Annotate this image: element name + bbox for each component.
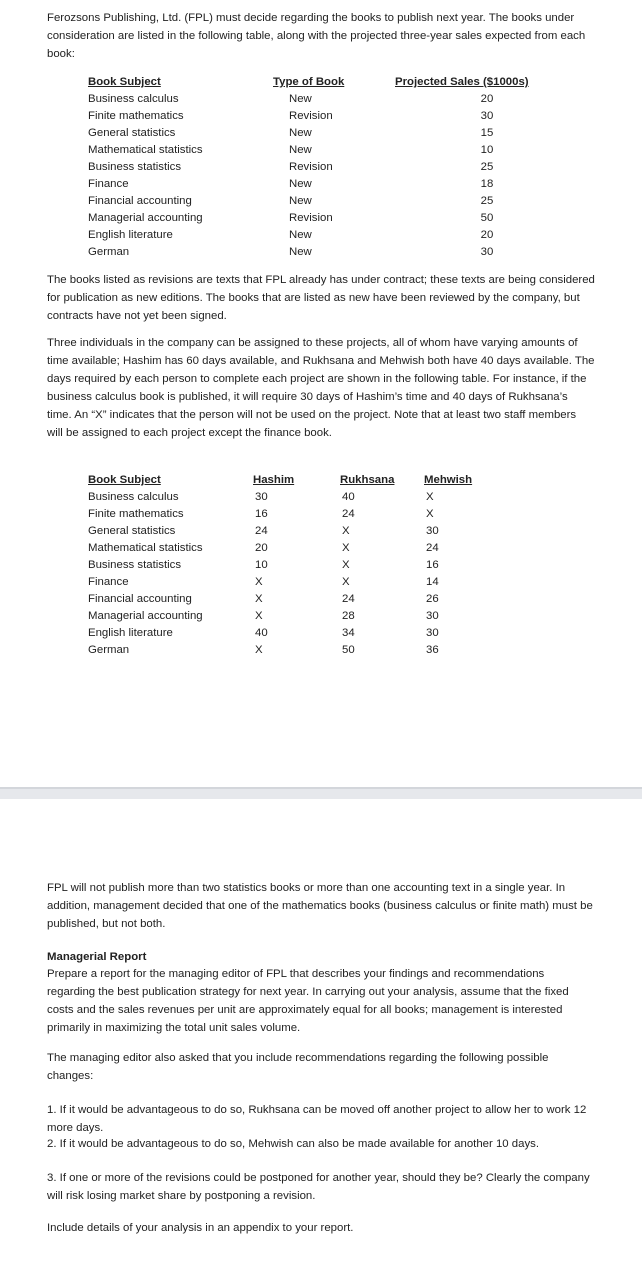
column-header-hashim: Hashim <box>253 474 295 486</box>
mehwish-days-cell: X <box>426 508 434 520</box>
book-subject-cell: Business statistics <box>88 161 182 173</box>
projected-sales-table <box>88 74 545 261</box>
recommendation-item-3: 3. If one or more of the revisions could be postponed for another year, should they be? Clearly the company will risk losing market share by postponing a revision. <box>47 1172 590 1202</box>
table-row <box>88 625 506 642</box>
book-subject-cell: Business statistics <box>88 559 182 571</box>
book-subject-cell: Business calculus <box>88 93 179 105</box>
rukhsana-days-cell: X <box>342 576 350 588</box>
constraints-paragraph: FPL will not publish more than two statistics books or more than one accounting text in a single year. In addition, management decided that one of the mathematics books (business calculus or finite math) must be published, but not both. <box>47 882 593 930</box>
projected-sales-cell <box>395 227 545 244</box>
table-header-row <box>88 472 506 489</box>
days-required-table <box>88 472 506 659</box>
book-subject-cell: Financial accounting <box>88 593 192 605</box>
projected-sales-value: 20 <box>480 93 494 105</box>
book-subject-cell: English literature <box>88 627 173 639</box>
projected-sales-value: 18 <box>480 178 494 190</box>
rukhsana-days-cell: X <box>342 542 350 554</box>
closing-paragraph: Include details of your analysis in an appendix to your report. <box>47 1222 354 1234</box>
type-of-book-cell: New <box>289 246 312 258</box>
rukhsana-days-cell: X <box>342 559 350 571</box>
type-of-book-cell: Revision <box>289 212 333 224</box>
hashim-days-cell: 20 <box>255 542 268 554</box>
column-header-type-of-book: Type of Book <box>273 76 345 88</box>
table-row <box>88 91 545 108</box>
book-subject-cell: German <box>88 644 130 656</box>
projected-sales-value: 30 <box>480 246 494 258</box>
table-row <box>88 557 506 574</box>
type-of-book-cell: Revision <box>289 110 333 122</box>
table-row <box>88 176 545 193</box>
intro-paragraph: Ferozsons Publishing, Ltd. (FPL) must decide regarding the books to publish next year. The books under consideration are listed in the following table, along with the projected three-year sales expected from each book: <box>47 12 586 60</box>
rukhsana-days-cell: 34 <box>342 627 355 639</box>
hashim-days-cell: 16 <box>255 508 268 520</box>
projected-sales-cell <box>395 244 545 261</box>
book-subject-cell: Managerial accounting <box>88 610 203 622</box>
hashim-days-cell: 40 <box>255 627 268 639</box>
type-of-book-cell: New <box>289 229 312 241</box>
recommendation-item-1: 1. If it would be advantageous to do so, Rukhsana can be moved off another project to allow her to work 12 more days. <box>47 1104 587 1134</box>
mehwish-days-cell: 30 <box>426 610 439 622</box>
recommendation-item-2: 2. If it would be advantageous to do so, Mehwish can also be made available for another 10 days. <box>47 1138 540 1150</box>
rukhsana-days-cell: 24 <box>342 508 355 520</box>
type-of-book-cell: New <box>289 93 312 105</box>
mehwish-days-cell: X <box>426 491 434 503</box>
projected-sales-cell <box>395 176 545 193</box>
book-subject-cell: Finite mathematics <box>88 110 184 122</box>
type-of-book-cell: New <box>289 178 312 190</box>
hashim-days-cell: X <box>255 593 263 605</box>
table-row <box>88 227 545 244</box>
mehwish-days-cell: 24 <box>426 542 439 554</box>
book-subject-cell: General statistics <box>88 525 176 537</box>
hashim-days-cell: 30 <box>255 491 268 503</box>
projected-sales-cell <box>395 125 545 142</box>
table-row <box>88 108 545 125</box>
table-header-row <box>88 74 545 91</box>
projected-sales-value: 25 <box>480 195 494 207</box>
type-of-book-cell: New <box>289 144 312 156</box>
table-row <box>88 142 545 159</box>
table-row <box>88 193 545 210</box>
rukhsana-days-cell: 28 <box>342 610 355 622</box>
book-subject-cell: Finite mathematics <box>88 508 184 520</box>
table-row <box>88 540 506 557</box>
hashim-days-cell: 10 <box>255 559 268 571</box>
projected-sales-cell <box>395 108 545 125</box>
table-row <box>88 523 506 540</box>
column-header-mehwish: Mehwish <box>424 474 473 486</box>
table-row <box>88 608 506 625</box>
projected-sales-value: 15 <box>480 127 494 139</box>
book-subject-cell: General statistics <box>88 127 176 139</box>
mehwish-days-cell: 26 <box>426 593 439 605</box>
type-of-book-cell: Revision <box>289 161 333 173</box>
book-subject-cell: Finance <box>88 178 129 190</box>
book-subject-cell: English literature <box>88 229 173 241</box>
hashim-days-cell: X <box>255 576 263 588</box>
column-header-projected-sales: Projected Sales ($1000s) <box>395 76 529 88</box>
editor-paragraph: The managing editor also asked that you include recommendations regarding the following possible changes: <box>47 1052 549 1082</box>
table-row <box>88 244 545 261</box>
rukhsana-days-cell: 40 <box>342 491 355 503</box>
book-subject-cell: Mathematical statistics <box>88 542 203 554</box>
revisions-paragraph: The books listed as revisions are texts that FPL already has under contract; these texts are being considered for publication as new editions. The books that are listed as new have been reviewed by the company, but contracts have not yet been signed. <box>47 274 595 322</box>
rukhsana-days-cell: X <box>342 525 350 537</box>
column-header-book-subject: Book Subject <box>88 76 161 88</box>
book-subject-cell: German <box>88 246 130 258</box>
projected-sales-value: 30 <box>480 110 494 122</box>
mehwish-days-cell: 16 <box>426 559 439 571</box>
table-row <box>88 125 545 142</box>
projected-sales-cell <box>395 210 545 227</box>
report-body: Prepare a report for the managing editor of FPL that describes your findings and recommendations regarding the best publication strategy for next year. In carrying out your analysis, assume that the fixed costs and the sales revenues per unit are approximately equal for all books; management is interested primarily in maximizing the total unit sales volume. <box>47 968 569 1034</box>
table-row <box>88 489 506 506</box>
book-subject-cell: Managerial accounting <box>88 212 203 224</box>
type-of-book-cell: New <box>289 195 312 207</box>
rukhsana-days-cell: 50 <box>342 644 355 656</box>
column-header-rukhsana: Rukhsana <box>340 474 395 486</box>
mehwish-days-cell: 14 <box>426 576 439 588</box>
table-row <box>88 210 545 227</box>
projected-sales-cell <box>395 142 545 159</box>
hashim-days-cell: X <box>255 610 263 622</box>
mehwish-days-cell: 30 <box>426 627 439 639</box>
projected-sales-cell <box>395 91 545 108</box>
type-of-book-cell: New <box>289 127 312 139</box>
table-row <box>88 159 545 176</box>
mehwish-days-cell: 36 <box>426 644 439 656</box>
report-heading: Managerial Report <box>47 951 147 963</box>
table-row <box>88 506 506 523</box>
projected-sales-value: 25 <box>480 161 494 173</box>
projected-sales-value: 10 <box>480 144 494 156</box>
page-divider <box>0 787 642 799</box>
rukhsana-days-cell: 24 <box>342 593 355 605</box>
book-subject-cell: Financial accounting <box>88 195 192 207</box>
projected-sales-cell <box>395 193 545 210</box>
table-row <box>88 574 506 591</box>
book-subject-cell: Business calculus <box>88 491 179 503</box>
column-header-book-subject: Book Subject <box>88 474 161 486</box>
book-subject-cell: Mathematical statistics <box>88 144 203 156</box>
individuals-paragraph: Three individuals in the company can be assigned to these projects, all of whom have varying amounts of time available; Hashim has 60 days available, and Rukhsana and Mehwish both have 40 days available. The days required by each person to complete each project are shown in the following table. For instance, if the business calculus book is published, it will require 30 days of Hashim’s time and 40 days of Rukhsana’s time. An “X” indicates that the person will not be used on the project. Note that at least two staff members will be assigned to each project except the finance book. <box>47 337 595 439</box>
projected-sales-cell <box>395 159 545 176</box>
book-subject-cell: Finance <box>88 576 129 588</box>
hashim-days-cell: X <box>255 644 263 656</box>
table-row <box>88 642 506 659</box>
projected-sales-value: 50 <box>480 212 494 224</box>
mehwish-days-cell: 30 <box>426 525 439 537</box>
table-row <box>88 591 506 608</box>
projected-sales-value: 20 <box>480 229 494 241</box>
hashim-days-cell: 24 <box>255 525 268 537</box>
